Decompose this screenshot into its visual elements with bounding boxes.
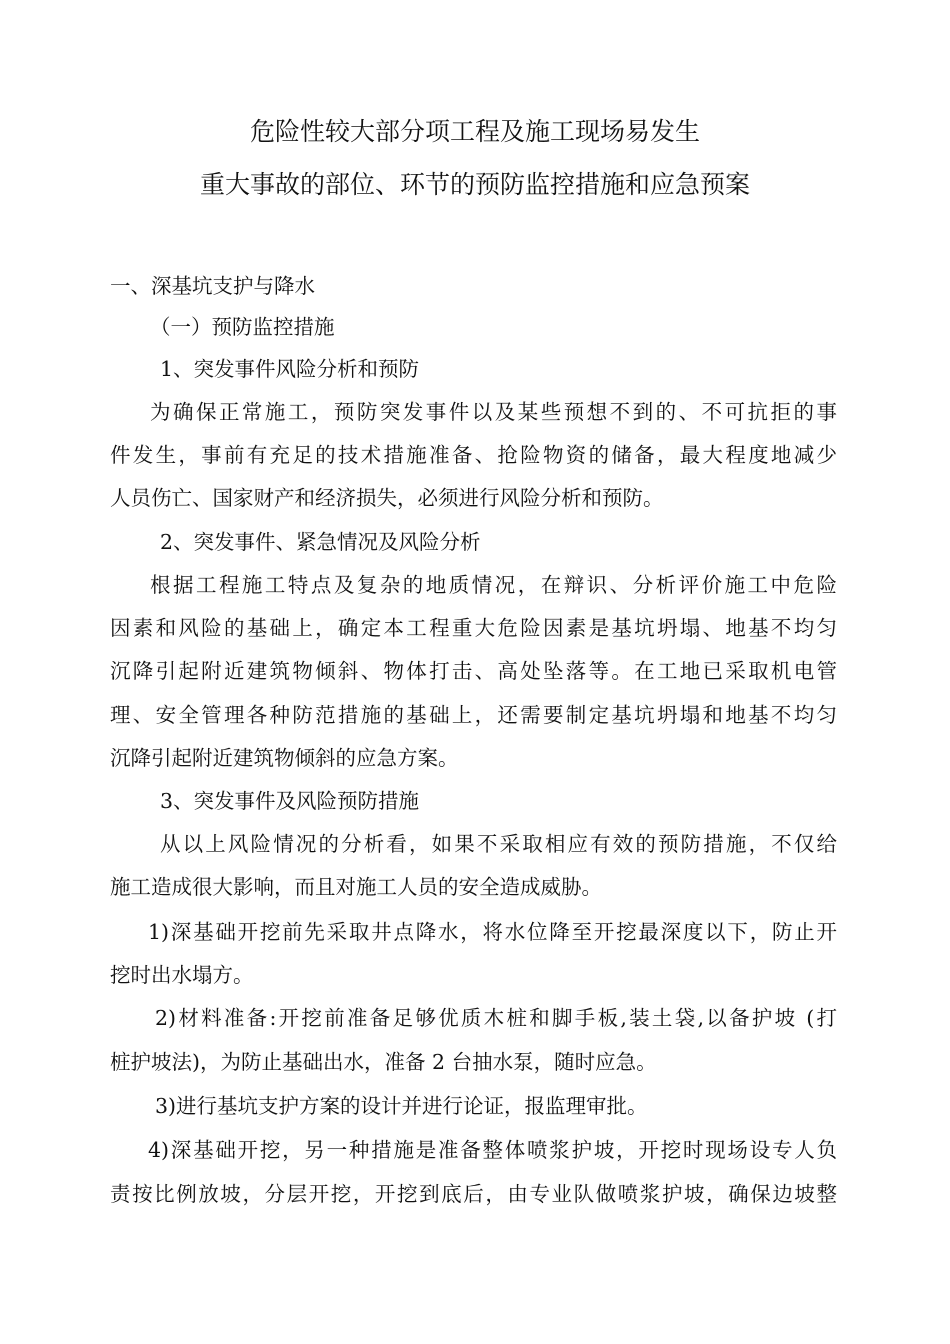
paragraph-line: 人员伤亡、国家财产和经济损失，必须进行风险分析和预防。 — [110, 486, 664, 510]
paragraph-line: 理、安全管理各种防范措施的基础上，还需要制定基坑坍塌和地基不均匀 — [110, 703, 837, 727]
paragraph-line: 沉降引起附近建筑物倾斜、物体打击、高处坠落等。在工地已采取机电管 — [110, 659, 837, 683]
subsection-heading: （一）预防监控措施 — [150, 315, 335, 339]
paragraph-line: 根据工程施工特点及复杂的地质情况，在辩识、分析评价施工中危险 — [150, 573, 837, 597]
list-item-line: 1)深基础开挖前先采取井点降水，将水位降至开挖最深度以下，防止开 — [148, 920, 837, 944]
paragraph-line: 件发生，事前有充足的技术措施准备、抢险物资的储备，最大程度地减少 — [110, 443, 837, 467]
list-item-line: 桩护坡法)，为防止基础出水，准备 2 台抽水泵，随时应急。 — [110, 1050, 657, 1074]
paragraph-line: 从以上风险情况的分析看，如果不采取相应有效的预防措施，不仅给 — [160, 832, 837, 856]
paragraph-line: 因素和风险的基础上，确定本工程重大危险因素是基坑坍塌、地基不均匀 — [110, 616, 837, 640]
item-heading: 1、突发事件风险分析和预防 — [160, 357, 420, 381]
document-title-line-1: 危险性较大部分项工程及施工现场易发生 — [249, 117, 700, 146]
paragraph-line: 施工造成很大影响，而且对施工人员的安全造成威胁。 — [110, 875, 602, 899]
paragraph-line: 为确保正常施工，预防突发事件以及某些预想不到的、不可抗拒的事 — [150, 400, 837, 424]
paragraph-line: 沉降引起附近建筑物倾斜的应急方案。 — [110, 746, 459, 770]
list-item-line: 2)材料准备:开挖前准备足够优质木桩和脚手板,装土袋,以备护坡 (打 — [155, 1006, 837, 1030]
document-title-line-2: 重大事故的部位、环节的预防监控措施和应急预案 — [199, 170, 750, 199]
list-item-line: 责按比例放坡，分层开挖，开挖到底后，由专业队做喷浆护坡，确保边坡整 — [110, 1182, 837, 1206]
list-item-line: 3)进行基坑支护方案的设计并进行论证，报监理审批。 — [155, 1094, 648, 1118]
list-item-line: 4)深基础开挖，另一种措施是准备整体喷浆护坡，开挖时现场设专人负 — [148, 1138, 837, 1162]
list-item-line: 挖时出水塌方。 — [110, 963, 254, 987]
item-heading: 3、突发事件及风险预防措施 — [160, 789, 420, 813]
item-heading: 2、突发事件、紧急情况及风险分析 — [160, 530, 481, 554]
section-heading: 一、深基坑支护与降水 — [110, 274, 315, 298]
